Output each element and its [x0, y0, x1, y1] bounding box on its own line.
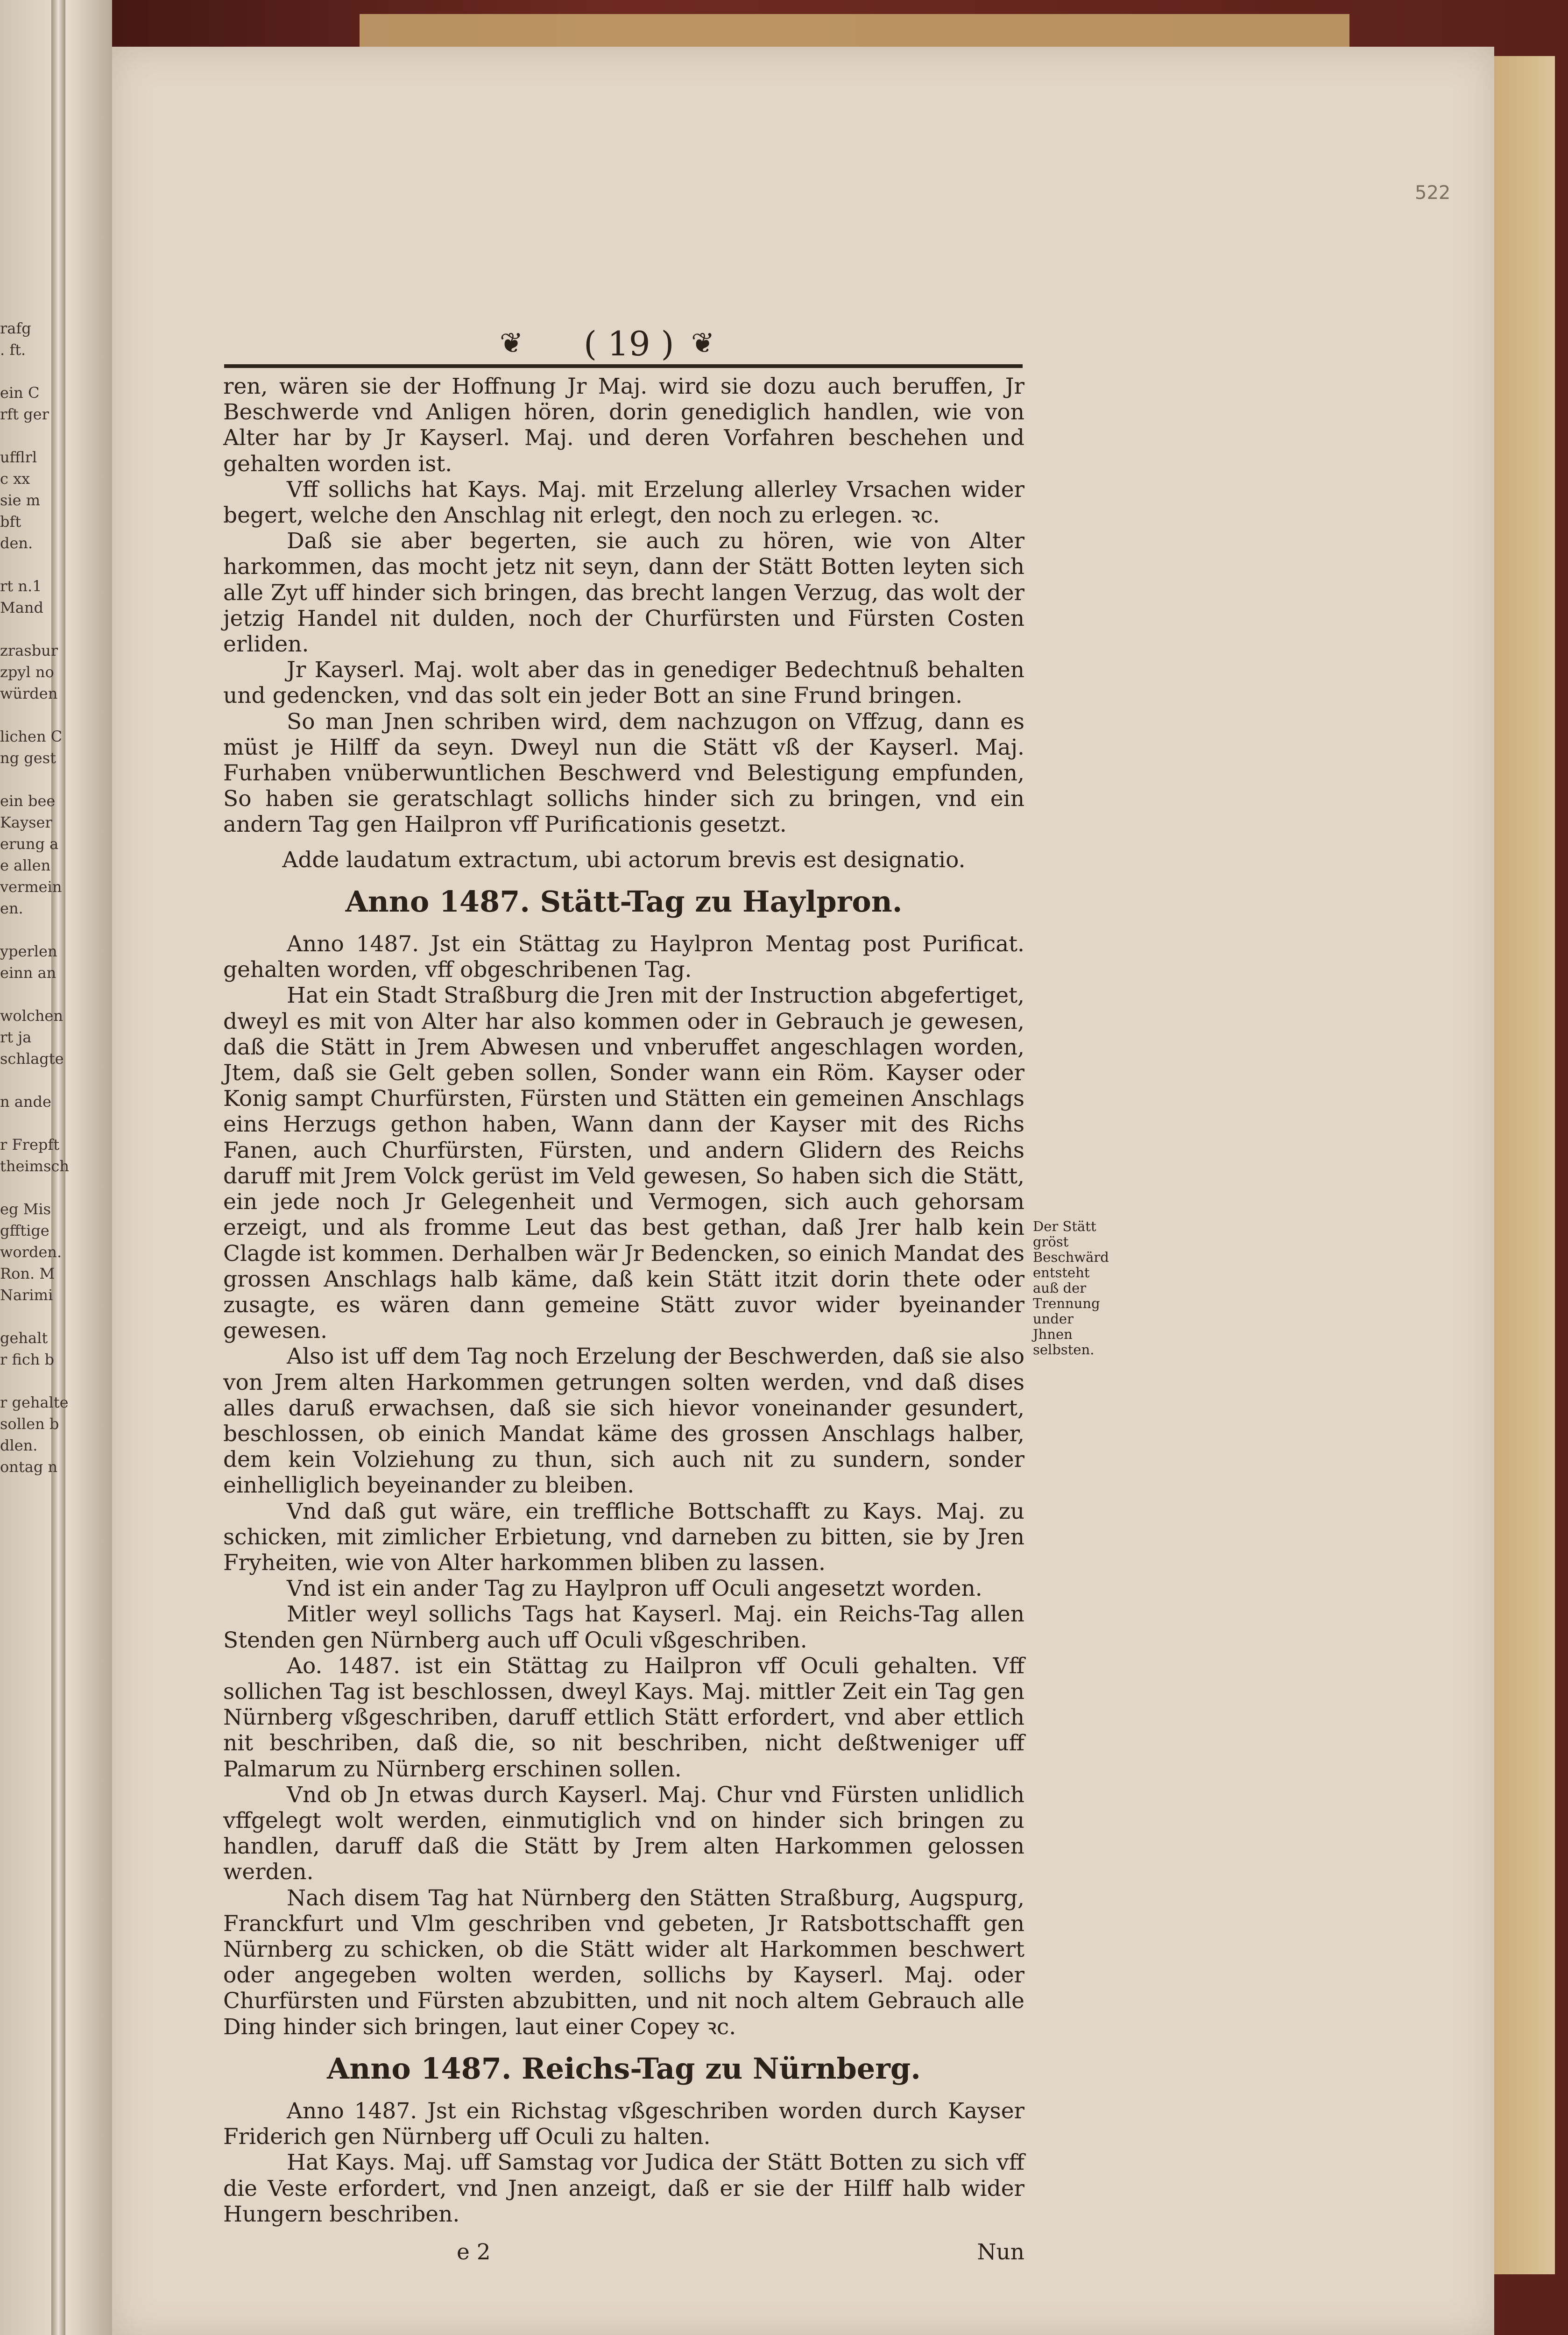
page-footer	[223, 2239, 1024, 2265]
paragraph: Nach disem Tag hat Nürnberg den Stätten Straßburg, Augspurg, Franckfurt und Vlm geschriben vnd gebeten, Jr Ratsbottschafft gen Nürnberg zu schicken, ob die Stätt wider alt Harkommen beschwert oder angegeben wolten werden, sollichs by Kayserl. Maj. oder Churfürsten und Fürsten abzubitten, und nit noch altem Gebrauch alle Ding hinder sich bringen, laut einer Copey ꝛc.	[223, 1885, 1024, 2040]
ornament-right-icon: ❦	[691, 327, 715, 360]
paragraph: Anno 1487. Jst ein Stättag zu Haylpron Mentag post Purificat. gehalten worden, vff obgeschribenen Tag.	[223, 931, 1024, 983]
paragraph: Vff sollichs hat Kays. Maj. mit Erzelung allerley Vrsachen wider begert, welche den Anschlag nit erlegt, den noch zu erlegen. ꝛc.	[223, 476, 1024, 529]
paragraph: Also ist uff dem Tag noch Erzelung der Beschwerden, daß sie also von Jrem alten Harkommen getrungen solten werden, vnd daß dises alles daruß erwachsen, daß sie sich hievor voneinander gesundert, beschlossen, ob einich Mandat käme des grossen Anschlags halber, dem kein Volziehung zu thun, sich auch nit zu sundern, sonder einhelliglich beyeinander zu bleiben.	[223, 1344, 1024, 1499]
paragraph: Anno 1487. Jst ein Richstag vßgeschriben worden durch Kayser Friderich gen Nürnberg uff Oculi zu halten.	[223, 2098, 1024, 2150]
paragraph: Hat Kays. Maj. uff Samstag vor Judica der Stätt Botten zu sich vff die Veste erfordert, vnd Jnen anzeigt, daß er sie der Hilff halb wider Hungern beschriben.	[223, 2150, 1024, 2227]
margin-note: Der Stätt gröst Beschwärd entsteht auß der Trennung under Jhnen selbsten.	[1033, 1218, 1109, 1358]
paragraph: Ao. 1487. ist ein Stättag zu Hailpron vff Oculi gehalten. Vff sollichen Tag ist beschlossen, dweyl Kays. Maj. mittler Zeit ein Tag gen Nürnberg vßgeschriben, daruff ettlich Stätt erfordert, vnd aber ettlich nit beschriben, daß die, so nit beschriben, nicht deßtweniger uff Palmarum zu Nürnberg erschinen sollen.	[223, 1653, 1024, 1782]
left-facing-pages	[0, 0, 112, 2335]
header-rule	[224, 364, 1023, 368]
paragraph: Vnd ist ein ander Tag zu Haylpron uff Oculi angesetzt worden.	[287, 1576, 982, 1602]
paragraph: Hat ein Stadt Straßburg die Jren mit der Instruction abgefertiget, dweyl es mit von Alter har also kommen oder in Gebrauch je gewesen, daß die Stätt in Jrem Abwesen und vnberuffet angeschlagen worden, Jtem, daß sie Gelt geben sollen, Sonder wann ein Röm. Kayser oder Konig sampt Churfürsten, Fürsten und Stätten ein gemeinen Anschlags eins Herzugs gethon haben, Wann dann der Kayser mit des Richs Fanen, auch Churfürsten, Fürsten, und andern Glidern des Reichs daruff mit Jrem Volck gerüst im Veld gewesen, So haben sich die Stätt, ein jede noch Jr Gelegenheit und Vermogen, sich auch gehorsam erzeigt, und als fromme Leut das best gethan, daß Jrer halb kein Clagde ist kommen. Derhalben wär Jr Bedencken, so einich Mandat des grossen Anschlags halb käme, daß kein Stätt itzit dorin thete oder zusagte, es wären dann gemeine Stätt zuvor wider byeinander gewesen.	[223, 983, 1024, 1344]
latin-note: Adde laudatum extractum, ubi actorum brevis est designatio.	[282, 847, 966, 873]
folio-note: 522	[1415, 182, 1451, 204]
facing-page-fragment: rafg . ft. ein C rft ger ufflrl c xx sie m bft den. rt n.1 Mand zrasbur zpyl no würden lichen C ng gest ein bee Kayser erung a e allen vermein en. yperlen einn an wolchen rt ja schlagte n ande r Frepft theimsch eg Mis gfftige worden. Ron. M Narimi gehalt r fich b r gehalte sollen b dlen. ontag n	[0, 319, 69, 1476]
catchword: Nun	[977, 2239, 1024, 2265]
paragraph: Mitler weyl sollichs Tags hat Kayserl. Maj. ein Reichs-Tag allen Stenden gen Nürnberg auch uff Oculi vßgeschriben.	[223, 1601, 1024, 1653]
page-header	[224, 318, 1023, 374]
underlying-page-edge	[1485, 56, 1555, 2274]
paragraph: Vnd ob Jn etwas durch Kayserl. Maj. Chur vnd Fürsten unlidlich vffgelegt wolt werden, einmutiglich vnd on hinder sich bringen zu handlen, daruff daß die Stätt by Jrem alten Harkommen gelossen werden.	[223, 1782, 1024, 1885]
body-text	[223, 374, 1024, 2265]
paragraph: ren, wären sie der Hoffnung Jr Maj. wird sie dozu auch beruffen, Jr Beschwerde vnd Anligen hören, dorin genediglich handlen, wie von Alter har by Jr Kayserl. Maj. und deren Vorfahren beschehen und gehalten worden ist.	[223, 374, 1024, 477]
paragraph: So man Jnen schriben wird, dem nachzugon on Vffzug, dann es müst je Hilff da seyn. Dweyl nun die Stätt vß der Kayserl. Maj. Furhaben vnüberwuntlichen Beschwerd vnd Belestigung empfunden, So haben sie geratschlagt sollichs hinder sich zu bringen, vnd ein andern Tag gen Hailpron vff Purificationis gesetzt.	[223, 708, 1024, 838]
section-heading: Anno 1487. Reichs-Tag zu Nürnberg.	[327, 2051, 921, 2086]
paragraph: Jr Kayserl. Maj. wolt aber das in genediger Bedechtnuß behalten und gedencken, vnd das solt ein jeder Bott an sine Frund bringen.	[223, 657, 1024, 709]
paragraph: Daß sie aber begerten, sie auch zu hören, wie von Alter harkommen, das mocht jetz nit seyn, dann der Stätt Botten leyten sich alle Zyt uff hinder sich bringen, das brecht langen Verzug, das wolt der jetzig Handel nit dulden, noch der Churfürsten und Fürsten Costen erliden.	[223, 528, 1024, 658]
section-heading: Anno 1487. Stätt-Tag zu Haylpron.	[345, 884, 903, 919]
page-number: ( 19 )	[584, 324, 674, 363]
ornament-left-icon: ❦	[500, 327, 523, 360]
signature-mark: e 2	[457, 2239, 491, 2265]
paragraph: Vnd daß gut wäre, ein treffliche Bottschafft zu Kays. Maj. zu schicken, mit zimlicher Erbietung, vnd darneben zu bitten, sie by Jren Fryheiten, wie von Alter harkommen bliben zu lassen.	[223, 1498, 1024, 1576]
